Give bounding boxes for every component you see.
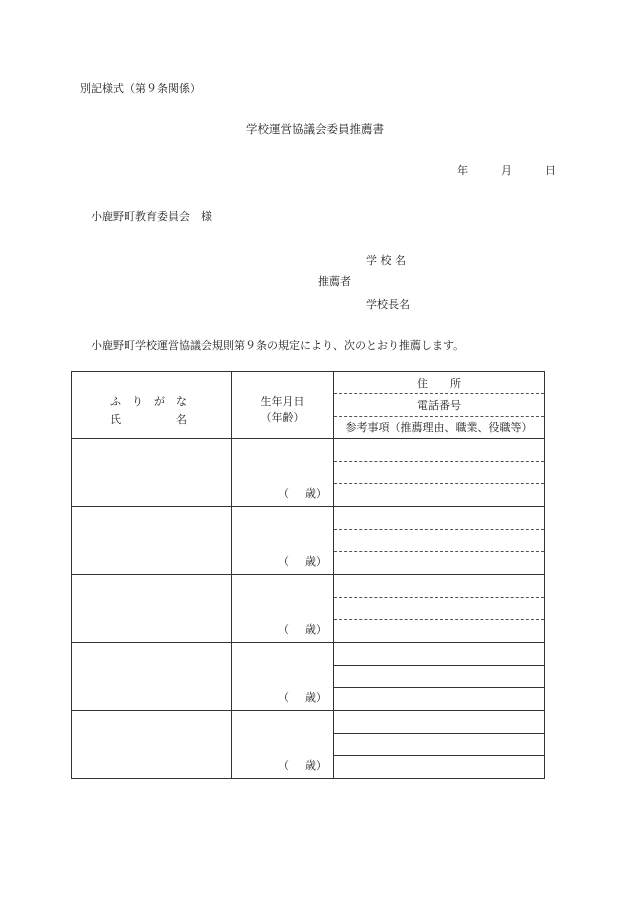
name-entry-cell[interactable] — [72, 643, 232, 711]
principal-name-label: 学校長名 — [366, 298, 410, 311]
header-birthdate-cell — [232, 372, 334, 439]
header-name: 氏 名 — [110, 413, 187, 426]
birthdate-entry-cell[interactable] — [232, 439, 334, 507]
header-phone: 電話番号 — [334, 394, 544, 416]
school-name-label: 学 校 名 — [366, 254, 406, 267]
name-entry-cell[interactable] — [72, 575, 232, 643]
document-title: 学校運営協議会委員推薦書 — [246, 122, 384, 136]
age-placeholder: （ 歳） — [278, 555, 327, 568]
header-address: 住 所 — [334, 372, 544, 394]
birthdate-entry-cell[interactable] — [232, 575, 334, 643]
contact-entry-cell[interactable] — [334, 643, 545, 711]
contact-entry-cell[interactable] — [334, 507, 545, 575]
body-text: 小鹿野町学校運営協議会規則第９条の規定により、次のとおり推薦します。 — [91, 339, 465, 352]
table-header-row — [72, 372, 545, 439]
age-placeholder: （ 歳） — [278, 487, 327, 500]
age-placeholder: （ 歳） — [278, 623, 327, 636]
name-entry-cell[interactable] — [72, 711, 232, 779]
table-row — [72, 643, 545, 711]
date-line — [457, 162, 556, 178]
table-row — [72, 711, 545, 779]
name-entry-cell[interactable] — [72, 439, 232, 507]
birthdate-entry-cell[interactable] — [232, 507, 334, 575]
header-age: （年齢） — [260, 411, 305, 424]
addressee: 小鹿野町教育委員会 様 — [91, 210, 212, 223]
name-entry-cell[interactable] — [72, 507, 232, 575]
header-name-cell — [72, 372, 232, 439]
table-row — [72, 507, 545, 575]
date-day: 日 — [545, 164, 556, 177]
age-placeholder: （ 歳） — [278, 759, 327, 772]
birthdate-entry-cell[interactable] — [232, 711, 334, 779]
header-birthdate: 生年月日 — [260, 395, 305, 408]
header-furigana: ふ り が な — [110, 395, 187, 408]
contact-entry-cell[interactable] — [334, 439, 545, 507]
table-row — [72, 439, 545, 507]
birthdate-entry-cell[interactable] — [232, 643, 334, 711]
table-row — [72, 575, 545, 643]
age-placeholder: （ 歳） — [278, 691, 327, 704]
contact-entry-cell[interactable] — [334, 711, 545, 779]
date-month: 月 — [501, 164, 512, 177]
date-year: 年 — [457, 164, 468, 177]
contact-entry-cell[interactable] — [334, 575, 545, 643]
form-label: 別記様式（第９条関係） — [80, 82, 201, 95]
header-remarks: 参考事項（推薦理由、職業、役職等） — [345, 421, 533, 435]
header-contact-cell — [334, 372, 545, 439]
recommender-label: 推薦者 — [318, 275, 351, 288]
recommendation-table — [71, 371, 545, 779]
